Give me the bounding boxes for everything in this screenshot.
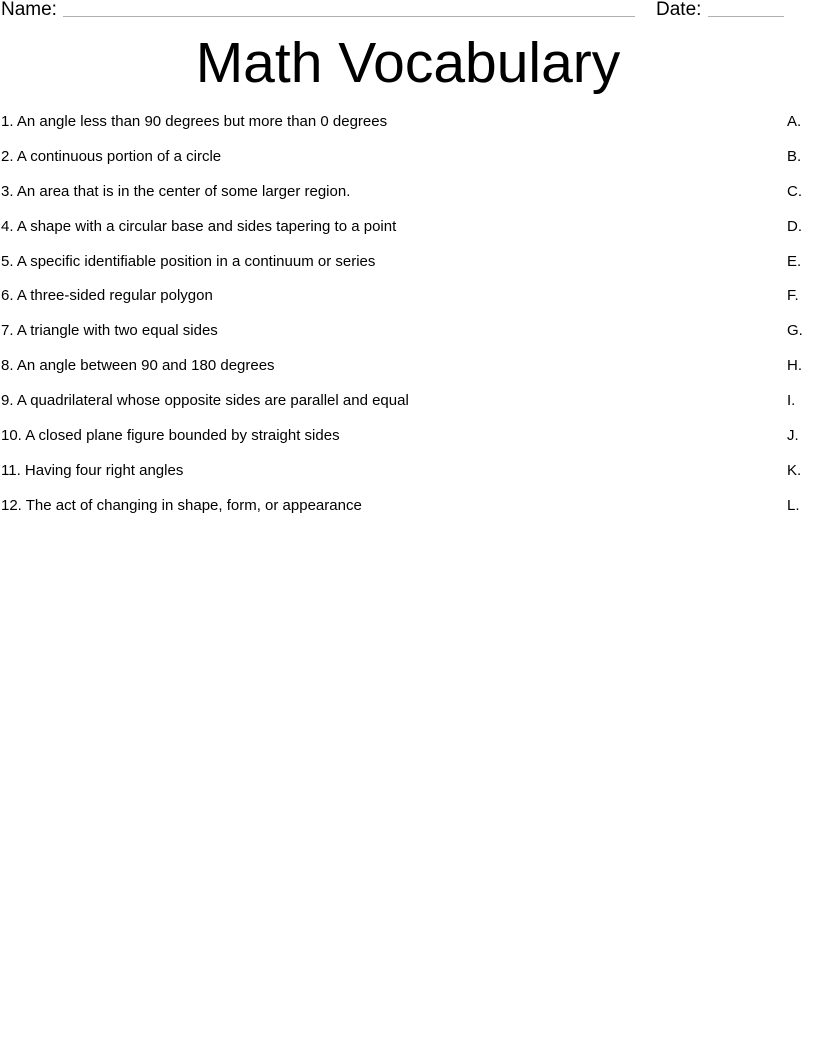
clue-row	[0, 180, 816, 215]
clue-row	[0, 389, 816, 424]
clue-text: 4. A shape with a circular base and sides tapering to a point	[1, 217, 397, 235]
clue-text: 6. A three-sided regular polygon	[1, 287, 213, 305]
answer-letter: L.	[787, 496, 800, 514]
clue-row	[0, 145, 816, 180]
clue-row	[0, 354, 816, 389]
clue-row	[0, 284, 816, 319]
clue-text: 5. A specific identifiable position in a continuum or series	[1, 252, 376, 270]
clue-text: 11. Having four right angles	[1, 461, 184, 479]
clue-row	[0, 250, 816, 285]
clue-row	[0, 424, 816, 459]
answer-letter: A.	[787, 113, 802, 130]
answer-letter: I.	[787, 392, 796, 410]
answer-letter: C.	[787, 182, 802, 200]
clue-text: 7. A triangle with two equal sides	[1, 322, 218, 340]
answer-letter: H.	[787, 357, 802, 375]
clue-text: 9. A quadrilateral whose opposite sides are parallel and equal	[1, 392, 409, 410]
answer-letter: J.	[787, 427, 799, 445]
clue-text: 3. An area that is in the center of some larger region.	[1, 182, 351, 200]
date-blank-line	[708, 16, 784, 17]
answer-letter: G.	[787, 322, 803, 340]
answer-letter: E.	[787, 252, 802, 270]
clue-text: 12. The act of changing in shape, form, or appearance	[1, 496, 362, 514]
date-label: Date:	[656, 0, 702, 20]
clue-row	[0, 215, 816, 250]
clue-text: 2. A continuous portion of a circle	[1, 147, 222, 165]
answer-letter: K.	[787, 461, 802, 479]
clue-text: 1. An angle less than 90 degrees but more than 0 degrees	[1, 113, 388, 130]
clue-text: 10. A closed plane figure bounded by straight sides	[1, 427, 340, 445]
clue-row	[0, 110, 816, 145]
clue-row	[0, 319, 816, 354]
answer-letter: B.	[787, 147, 802, 165]
answer-letter: F.	[787, 287, 799, 305]
clue-list	[0, 110, 816, 529]
page-title: Math Vocabulary	[195, 31, 621, 95]
clue-text: 8. An angle between 90 and 180 degrees	[1, 357, 275, 375]
answer-letter: D.	[787, 217, 802, 235]
worksheet-header	[0, 0, 816, 24]
name-label: Name:	[1, 0, 57, 20]
clue-row	[0, 459, 816, 494]
name-blank-line	[63, 16, 635, 17]
clue-row	[0, 494, 816, 529]
